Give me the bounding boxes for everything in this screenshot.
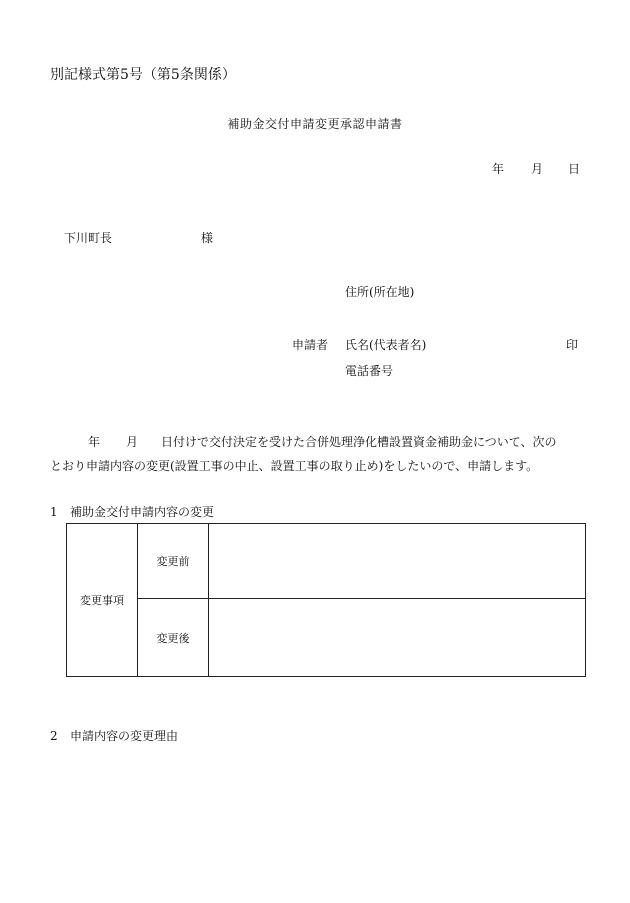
section-1-number: 1 (50, 505, 58, 519)
applicant-phone-label: 電話番号 (345, 364, 394, 378)
before-content-cell[interactable] (209, 524, 586, 599)
change-table (66, 523, 586, 677)
addressee-name: 下川町長 (64, 231, 113, 245)
addressee-honorific: 様 (201, 231, 214, 245)
form-number: 別記様式第5号（第5条関係） (50, 67, 236, 83)
body-year: 年 (88, 435, 101, 449)
after-content-cell[interactable] (209, 599, 586, 677)
table-row-after (67, 599, 586, 677)
before-label: 変更前 (138, 524, 209, 599)
section-2-heading: 申請内容の変更理由 (70, 729, 179, 743)
body-month: 月 (126, 435, 139, 449)
after-label: 変更後 (138, 599, 209, 677)
section-2-number: 2 (50, 729, 58, 743)
applicant-label: 申請者 (292, 338, 329, 352)
change-items-header: 変更事項 (67, 524, 138, 677)
document-title: 補助金交付申請変更承認申請書 (227, 117, 403, 131)
section-1-heading: 補助金交付申請内容の変更 (70, 505, 215, 519)
applicant-address-label: 住所(所在地) (345, 285, 415, 299)
table-row-before (67, 524, 586, 599)
applicant-name-label: 氏名(代表者名) (345, 338, 427, 352)
body-line2: とおり申請内容の変更(設置工事の中止、設置工事の取り止め)をしたいので、申請します。 (50, 459, 539, 473)
date-day: 日 (568, 162, 581, 176)
date-year: 年 (492, 162, 505, 176)
body-line1-rest: 日付けで交付決定を受けた合併処理浄化槽設置資金補助金について、次の (161, 435, 557, 449)
seal-mark: 印 (566, 338, 579, 352)
date-month: 月 (531, 162, 544, 176)
